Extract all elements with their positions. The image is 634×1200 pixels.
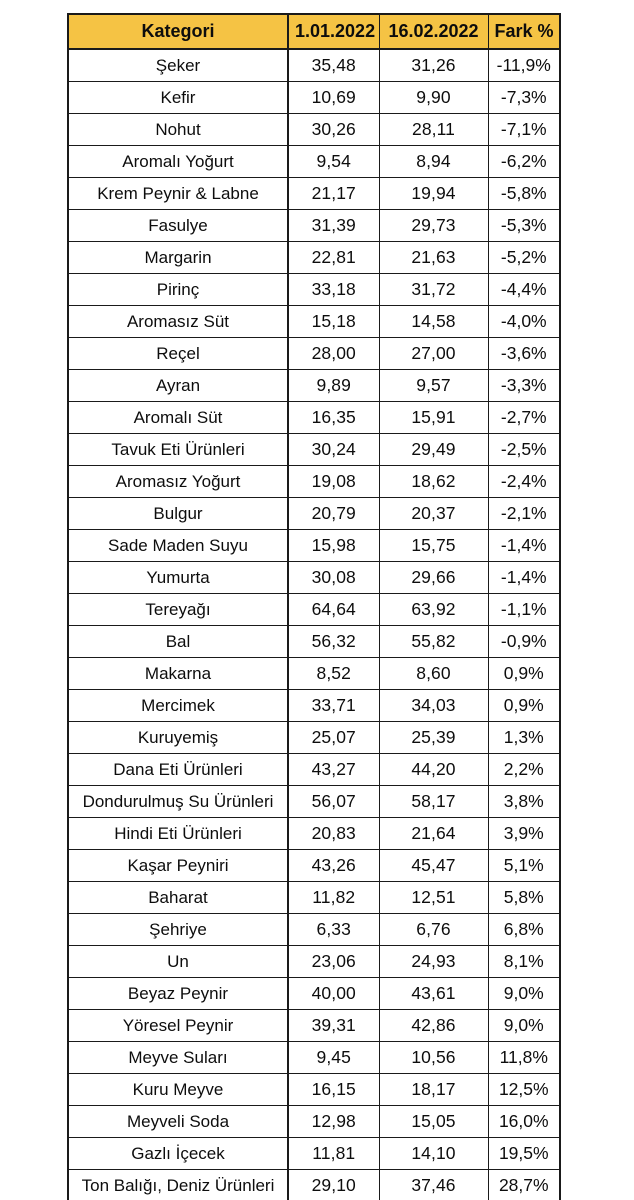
cell-price-date1: 8,52 [288, 658, 379, 690]
cell-category: Şehriye [68, 914, 288, 946]
cell-category: Margarin [68, 242, 288, 274]
price-comparison-table-container [67, 13, 559, 1200]
cell-price-date1: 12,98 [288, 1106, 379, 1138]
cell-price-date1: 35,48 [288, 49, 379, 82]
cell-category: Aromalı Süt [68, 402, 288, 434]
cell-category: Meyveli Soda [68, 1106, 288, 1138]
cell-percent-change: -1,4% [488, 530, 560, 562]
cell-price-date2: 37,46 [379, 1170, 488, 1200]
cell-price-date1: 43,26 [288, 850, 379, 882]
cell-price-date1: 15,18 [288, 306, 379, 338]
cell-percent-change: -2,5% [488, 434, 560, 466]
cell-percent-change: -3,6% [488, 338, 560, 370]
table-header [68, 14, 560, 49]
cell-category: Meyve Suları [68, 1042, 288, 1074]
cell-percent-change: -7,3% [488, 82, 560, 114]
cell-percent-change: 1,3% [488, 722, 560, 754]
cell-price-date2: 9,57 [379, 370, 488, 402]
cell-category: Kuruyemiş [68, 722, 288, 754]
cell-category: Makarna [68, 658, 288, 690]
table-row [68, 466, 560, 498]
cell-price-date1: 30,26 [288, 114, 379, 146]
cell-percent-change: 16,0% [488, 1106, 560, 1138]
cell-percent-change: -0,9% [488, 626, 560, 658]
cell-percent-change: -5,2% [488, 242, 560, 274]
cell-price-date2: 45,47 [379, 850, 488, 882]
table-row [68, 178, 560, 210]
cell-price-date2: 31,72 [379, 274, 488, 306]
cell-price-date1: 9,54 [288, 146, 379, 178]
table-row [68, 274, 560, 306]
cell-price-date2: 14,58 [379, 306, 488, 338]
cell-price-date2: 6,76 [379, 914, 488, 946]
table-row [68, 1042, 560, 1074]
cell-price-date2: 21,64 [379, 818, 488, 850]
cell-percent-change: -2,7% [488, 402, 560, 434]
cell-percent-change: 6,8% [488, 914, 560, 946]
cell-percent-change: 0,9% [488, 690, 560, 722]
cell-price-date2: 15,05 [379, 1106, 488, 1138]
cell-category: Dana Eti Ürünleri [68, 754, 288, 786]
cell-percent-change: -5,3% [488, 210, 560, 242]
cell-percent-change: 0,9% [488, 658, 560, 690]
table-row [68, 114, 560, 146]
cell-price-date1: 30,24 [288, 434, 379, 466]
cell-category: Bulgur [68, 498, 288, 530]
cell-price-date1: 33,18 [288, 274, 379, 306]
cell-category: Aromasız Süt [68, 306, 288, 338]
cell-price-date2: 8,60 [379, 658, 488, 690]
table-row [68, 82, 560, 114]
cell-price-date1: 10,69 [288, 82, 379, 114]
cell-category: Kefir [68, 82, 288, 114]
cell-price-date2: 18,62 [379, 466, 488, 498]
table-row [68, 370, 560, 402]
cell-category: Reçel [68, 338, 288, 370]
cell-price-date1: 22,81 [288, 242, 379, 274]
cell-category: Fasulye [68, 210, 288, 242]
cell-percent-change: -4,0% [488, 306, 560, 338]
cell-price-date2: 12,51 [379, 882, 488, 914]
table-row [68, 850, 560, 882]
table-row [68, 146, 560, 178]
cell-percent-change: -2,1% [488, 498, 560, 530]
cell-category: Ton Balığı, Deniz Ürünleri [68, 1170, 288, 1200]
cell-percent-change: -5,8% [488, 178, 560, 210]
cell-price-date2: 43,61 [379, 978, 488, 1010]
table-row [68, 786, 560, 818]
cell-price-date1: 15,98 [288, 530, 379, 562]
cell-percent-change: -2,4% [488, 466, 560, 498]
cell-price-date2: 28,11 [379, 114, 488, 146]
cell-price-date2: 19,94 [379, 178, 488, 210]
cell-percent-change: -3,3% [488, 370, 560, 402]
cell-price-date2: 31,26 [379, 49, 488, 82]
cell-percent-change: 28,7% [488, 1170, 560, 1200]
cell-price-date2: 18,17 [379, 1074, 488, 1106]
cell-price-date1: 21,17 [288, 178, 379, 210]
cell-price-date1: 11,82 [288, 882, 379, 914]
cell-percent-change: 3,9% [488, 818, 560, 850]
cell-price-date2: 63,92 [379, 594, 488, 626]
table-row [68, 690, 560, 722]
table-row [68, 530, 560, 562]
cell-price-date2: 29,73 [379, 210, 488, 242]
cell-category: Ayran [68, 370, 288, 402]
cell-percent-change: -1,4% [488, 562, 560, 594]
cell-percent-change: 5,1% [488, 850, 560, 882]
cell-price-date2: 34,03 [379, 690, 488, 722]
table-row [68, 594, 560, 626]
cell-category: Aromalı Yoğurt [68, 146, 288, 178]
cell-category: Dondurulmuş Su Ürünleri [68, 786, 288, 818]
cell-price-date1: 33,71 [288, 690, 379, 722]
cell-price-date1: 11,81 [288, 1138, 379, 1170]
cell-category: Krem Peynir & Labne [68, 178, 288, 210]
table-row [68, 306, 560, 338]
table-row [68, 626, 560, 658]
cell-price-date1: 6,33 [288, 914, 379, 946]
price-comparison-table [67, 13, 561, 1200]
cell-percent-change: -6,2% [488, 146, 560, 178]
cell-price-date2: 10,56 [379, 1042, 488, 1074]
cell-price-date2: 21,63 [379, 242, 488, 274]
cell-price-date2: 25,39 [379, 722, 488, 754]
cell-price-date1: 56,32 [288, 626, 379, 658]
table-row [68, 242, 560, 274]
cell-price-date2: 42,86 [379, 1010, 488, 1042]
cell-percent-change: -1,1% [488, 594, 560, 626]
cell-price-date1: 16,35 [288, 402, 379, 434]
table-row [68, 1138, 560, 1170]
column-header-category: Kategori [68, 14, 288, 49]
table-row [68, 210, 560, 242]
cell-price-date1: 20,79 [288, 498, 379, 530]
cell-percent-change: 19,5% [488, 1138, 560, 1170]
table-row [68, 1170, 560, 1200]
cell-percent-change: -7,1% [488, 114, 560, 146]
cell-percent-change: 9,0% [488, 978, 560, 1010]
cell-price-date1: 20,83 [288, 818, 379, 850]
table-row [68, 402, 560, 434]
table-row [68, 1010, 560, 1042]
cell-price-date2: 24,93 [379, 946, 488, 978]
cell-price-date1: 43,27 [288, 754, 379, 786]
cell-category: Nohut [68, 114, 288, 146]
cell-percent-change: 12,5% [488, 1074, 560, 1106]
cell-price-date2: 15,75 [379, 530, 488, 562]
cell-price-date2: 14,10 [379, 1138, 488, 1170]
cell-price-date1: 19,08 [288, 466, 379, 498]
cell-price-date2: 9,90 [379, 82, 488, 114]
table-row [68, 498, 560, 530]
cell-price-date2: 29,66 [379, 562, 488, 594]
cell-category: Bal [68, 626, 288, 658]
cell-percent-change: 3,8% [488, 786, 560, 818]
table-row [68, 882, 560, 914]
table-row [68, 338, 560, 370]
table-row [68, 658, 560, 690]
cell-price-date1: 56,07 [288, 786, 379, 818]
cell-category: Tavuk Eti Ürünleri [68, 434, 288, 466]
column-header-diff: Fark % [488, 14, 560, 49]
cell-percent-change: -11,9% [488, 49, 560, 82]
cell-category: Tereyağı [68, 594, 288, 626]
table-row [68, 914, 560, 946]
table-row [68, 946, 560, 978]
cell-price-date1: 23,06 [288, 946, 379, 978]
cell-category: Mercimek [68, 690, 288, 722]
column-header-date1: 1.01.2022 [288, 14, 379, 49]
cell-price-date1: 30,08 [288, 562, 379, 594]
cell-percent-change: 9,0% [488, 1010, 560, 1042]
cell-price-date1: 40,00 [288, 978, 379, 1010]
cell-category: Aromasız Yoğurt [68, 466, 288, 498]
table-header-row [68, 14, 560, 49]
table-row [68, 49, 560, 82]
cell-price-date1: 16,15 [288, 1074, 379, 1106]
cell-category: Baharat [68, 882, 288, 914]
cell-price-date1: 29,10 [288, 1170, 379, 1200]
cell-price-date2: 44,20 [379, 754, 488, 786]
cell-price-date1: 9,89 [288, 370, 379, 402]
table-row [68, 1106, 560, 1138]
cell-price-date2: 29,49 [379, 434, 488, 466]
table-row [68, 722, 560, 754]
cell-price-date1: 9,45 [288, 1042, 379, 1074]
cell-percent-change: 11,8% [488, 1042, 560, 1074]
table-row [68, 818, 560, 850]
table-row [68, 978, 560, 1010]
cell-price-date2: 58,17 [379, 786, 488, 818]
cell-category: Yumurta [68, 562, 288, 594]
table-row [68, 1074, 560, 1106]
cell-price-date1: 25,07 [288, 722, 379, 754]
cell-category: Yöresel Peynir [68, 1010, 288, 1042]
table-row [68, 434, 560, 466]
cell-price-date1: 64,64 [288, 594, 379, 626]
table-row [68, 754, 560, 786]
column-header-date2: 16.02.2022 [379, 14, 488, 49]
cell-price-date1: 39,31 [288, 1010, 379, 1042]
cell-price-date1: 31,39 [288, 210, 379, 242]
cell-price-date2: 55,82 [379, 626, 488, 658]
cell-percent-change: -4,4% [488, 274, 560, 306]
cell-category: Sade Maden Suyu [68, 530, 288, 562]
cell-category: Kaşar Peyniri [68, 850, 288, 882]
cell-price-date2: 15,91 [379, 402, 488, 434]
cell-category: Kuru Meyve [68, 1074, 288, 1106]
cell-category: Şeker [68, 49, 288, 82]
cell-price-date1: 28,00 [288, 338, 379, 370]
table-row [68, 562, 560, 594]
cell-category: Gazlı İçecek [68, 1138, 288, 1170]
cell-category: Pirinç [68, 274, 288, 306]
cell-category: Un [68, 946, 288, 978]
table-body [68, 49, 560, 1200]
cell-category: Beyaz Peynir [68, 978, 288, 1010]
cell-percent-change: 2,2% [488, 754, 560, 786]
cell-price-date2: 27,00 [379, 338, 488, 370]
cell-price-date2: 20,37 [379, 498, 488, 530]
cell-price-date2: 8,94 [379, 146, 488, 178]
cell-percent-change: 8,1% [488, 946, 560, 978]
cell-category: Hindi Eti Ürünleri [68, 818, 288, 850]
cell-percent-change: 5,8% [488, 882, 560, 914]
